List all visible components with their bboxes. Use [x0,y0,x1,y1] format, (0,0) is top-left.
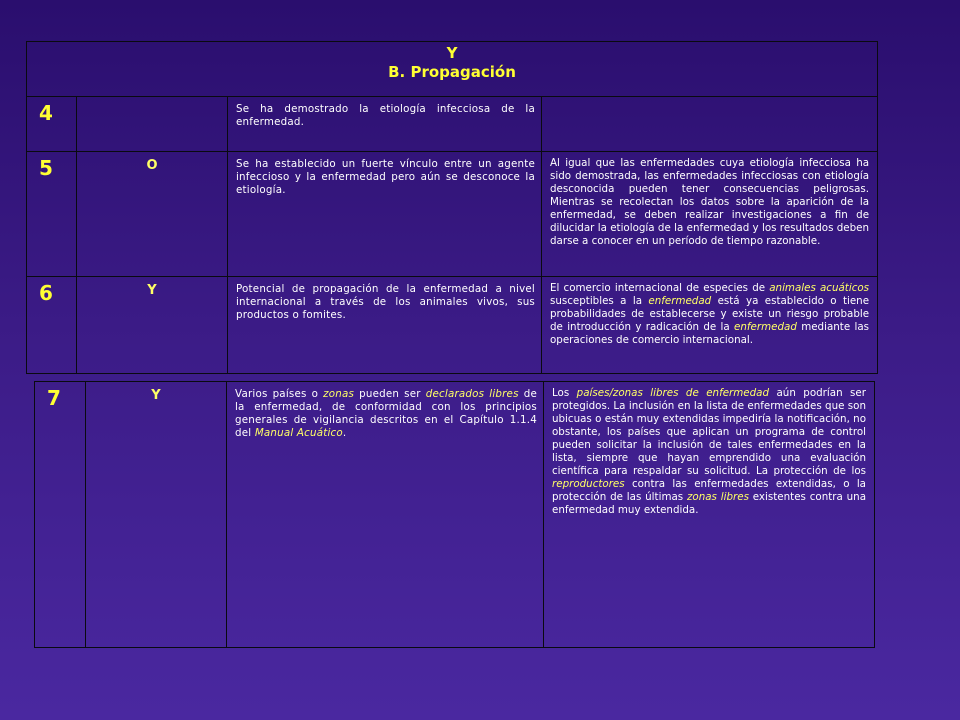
table-row [35,382,875,648]
text-run-italic: animales acuáticos [769,282,870,294]
text-run: aún podrían ser protegidos. La inclusión en la lista de enfermedades que son ubicuas o están muy extendidas impediría la notificación, no obstante, los países que aplican un programa de control pueden solicitar la inclusión de tales enfermedades en la lista, siempre que hayan emprendido una evaluación científica para respaldar su solicitud. La protección de los [552,387,866,477]
section-header [27,42,878,97]
text-run-italic: reproductores [552,478,625,490]
header-line-1: Y [446,44,458,62]
criteria-table-upper [26,41,878,374]
row-explanation: Al igual que las enfermedades cuya etiología infecciosa ha sido demostrada, las enfermedades infecciosas con etiología desconocida pueden tener consecuencias peligrosas. Mientras se recolectan los datos sobre la aparición de la enfermedad, se deben realizar investigaciones a fin de dilucidar la etiología de la enfermedad y los resultados deben darse a conocer en un período de tiempo razonable. [542,152,878,277]
text-run-italic: enfermedad [734,321,797,333]
row-code: Y [77,277,228,374]
text-run: . [342,427,347,439]
text-run: contra las enfermedades extendidas, o la protección de las últimas [552,478,866,503]
row-code [77,97,228,152]
row-criterion: Se ha establecido un fuerte vínculo entre un agente infeccioso y la enfermedad pero aún se desconoce la etiología. [228,152,542,277]
text-run: El comercio internacional de especies de [550,282,770,294]
row-number: 4 [27,97,77,152]
row-explanation [542,97,878,152]
row-number: 7 [35,382,86,648]
row-explanation [544,382,875,648]
text-run: Los [552,387,577,399]
text-run-italic: enfermedad [648,295,712,307]
row-number: 6 [27,277,77,374]
text-run: está ya establecido o tiene probabilidades de establecerse y existe un riesgo probable de introducción y radicación de la [550,295,870,333]
text-run-italic: zonas libres [687,491,749,503]
row-code: O [77,152,228,277]
table-row [27,97,878,152]
text-run: susceptibles a la [550,295,649,307]
text-run-italic: declarados libres [425,388,519,400]
text-run: mediante las operaciones de comercio internacional. [550,321,870,346]
row-number: 5 [27,152,77,277]
criteria-table-lower [34,381,875,648]
text-run: pueden ser [354,388,426,400]
row-criterion [227,382,544,648]
row-explanation [542,277,878,374]
row-criterion: Se ha demostrado la etiología infecciosa de la enfermedad. [228,97,542,152]
table-row [27,152,878,277]
row-code: Y [86,382,227,648]
text-run-italic: países/zonas libres de enfermedad [576,387,770,399]
text-run-italic: Manual Acuático [254,427,343,439]
text-run-italic: zonas [323,388,355,400]
text-run: Varios países o [235,388,324,400]
table-row [27,277,878,374]
text-run: existentes contra una enfermedad muy extendida. [552,491,866,516]
text-run: de la enfermedad, de conformidad con los principios generales de vigilancia descritos en el Capítulo 1.1.4 del [235,388,538,439]
row-criterion: Potencial de propagación de la enfermedad a nivel internacional a través de los animales vivos, sus productos o fomites. [228,277,542,374]
header-line-2: B. Propagación [388,63,516,81]
